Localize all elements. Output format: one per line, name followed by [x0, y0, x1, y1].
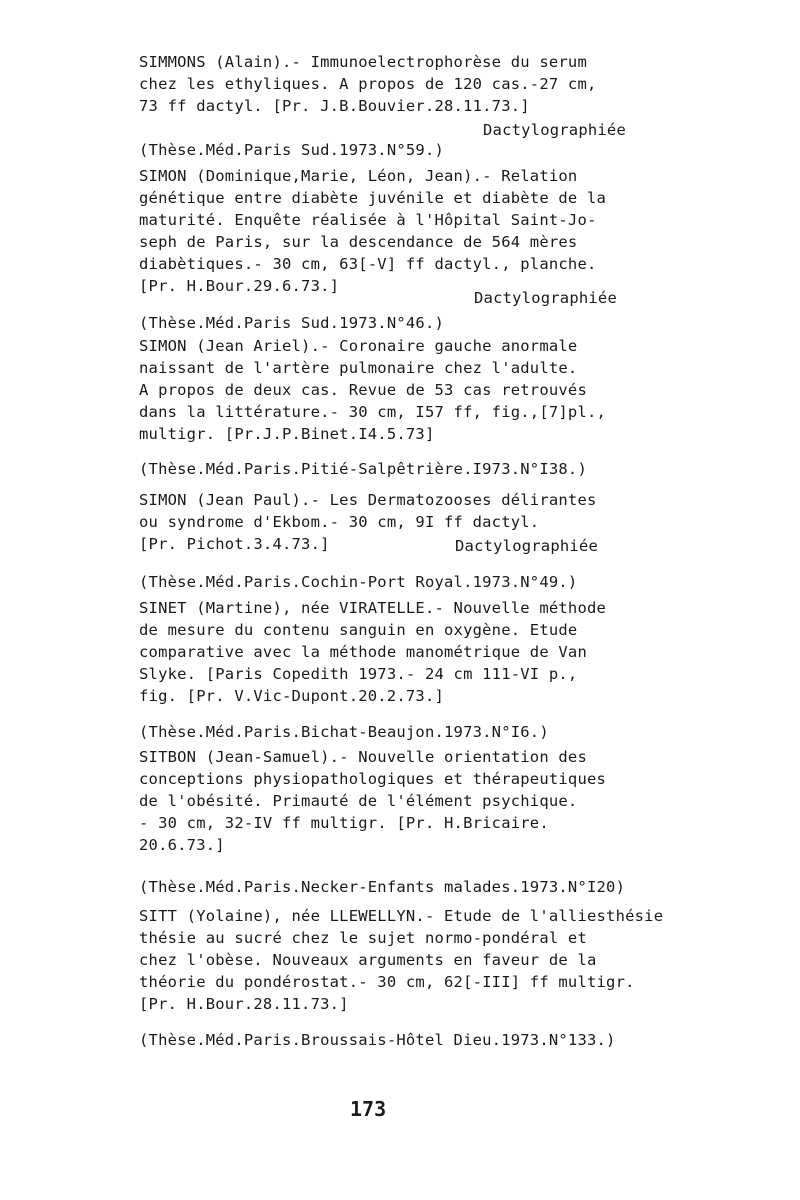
entry-text-line: maturité. Enquête réalisée à l'Hôpital Saint-Jo-	[139, 211, 597, 229]
entry-text-line: SIMON (Dominique,Marie, Léon, Jean).- Relation	[139, 167, 578, 185]
entry-text-line: [Pr. Pichot.3.4.73.]	[139, 535, 330, 553]
entry-source: (Thèse.Méd.Paris Sud.1973.N°59.)	[139, 141, 445, 159]
entry-text-line: 20.6.73.]	[139, 836, 225, 854]
entry-text-line: dans la littérature.- 30 cm, I57 ff, fig.,[7]pl.,	[139, 403, 607, 421]
entry-text-line: multigr. [Pr.J.P.Binet.I4.5.73]	[139, 425, 435, 443]
entry-text-line: A propos de deux cas. Revue de 53 cas retrouvés	[139, 381, 587, 399]
entry-source: (Thèse.Méd.Paris.Broussais-Hôtel Dieu.1973.N°133.)	[139, 1031, 616, 1049]
entry-text-line: SITBON (Jean-Samuel).- Nouvelle orientation des	[139, 748, 587, 766]
entry-source: (Thèse.Méd.Paris.Necker-Enfants malades.1973.N°I20)	[139, 878, 626, 896]
entry-text-line: ou syndrome d'Ekbom.- 30 cm, 9I ff dactyl.	[139, 513, 540, 531]
entry-source: (Thèse.Méd.Paris Sud.1973.N°46.)	[139, 314, 445, 332]
entry-text-line: [Pr. H.Bour.28.11.73.]	[139, 995, 349, 1013]
entry-text-line: diabètiques.- 30 cm, 63[-V] ff dactyl., planche.	[139, 255, 597, 273]
entry-text-line: de l'obésité. Primauté de l'élément psychique.	[139, 792, 578, 810]
entry-text-line: SINET (Martine), née VIRATELLE.- Nouvelle méthode	[139, 599, 607, 617]
entry-text-line: Slyke. [Paris Copedith 1973.- 24 cm 111-VI p.,	[139, 665, 578, 683]
entry-text-line: - 30 cm, 32-IV ff multigr. [Pr. H.Bricaire.	[139, 814, 549, 832]
entry-source: (Thèse.Méd.Paris.Pitié-Salpêtrière.I973.N°I38.)	[139, 460, 587, 478]
entry-text-line: théorie du pondérostat.- 30 cm, 62[-III] ff multigr.	[139, 973, 635, 991]
entry-source: (Thèse.Méd.Paris.Bichat-Beaujon.1973.N°I6.)	[139, 723, 549, 741]
entry-text-line: SIMMONS (Alain).- Immunoelectrophorèse du serum	[139, 53, 587, 71]
entry-text-line: comparative avec la méthode manométrique de Van	[139, 643, 587, 661]
entry-text-line: seph de Paris, sur la descendance de 564 mères	[139, 233, 578, 251]
entry-text-line: SIMON (Jean Ariel).- Coronaire gauche anormale	[139, 337, 578, 355]
entry-text-line: de mesure du contenu sanguin en oxygène. Etude	[139, 621, 578, 639]
entry-note: Dactylographiée	[474, 289, 617, 307]
entry-text-line: chez les ethyliques. A propos de 120 cas.-27 cm,	[139, 75, 597, 93]
entry-source: (Thèse.Méd.Paris.Cochin-Port Royal.1973.N°49.)	[139, 573, 578, 591]
entry-text-line: SITT (Yolaine), née LLEWELLYN.- Etude de l'alliesthésie	[139, 907, 664, 925]
page-number: 173	[350, 1097, 387, 1121]
entry-text-line: SIMON (Jean Paul).- Les Dermatozooses délirantes	[139, 491, 597, 509]
entry-text-line: fig. [Pr. V.Vic-Dupont.20.2.73.]	[139, 687, 445, 705]
entry-text-line: conceptions physiopathologiques et thérapeutiques	[139, 770, 607, 788]
entry-text-line: génétique entre diabète juvénile et diabète de la	[139, 189, 607, 207]
entry-text-line: 73 ff dactyl. [Pr. J.B.Bouvier.28.11.73.]	[139, 97, 530, 115]
entry-note: Dactylographiée	[483, 121, 626, 139]
entry-text-line: naissant de l'artère pulmonaire chez l'adulte.	[139, 359, 578, 377]
entry-text-line: thésie au sucré chez le sujet normo-pondéral et	[139, 929, 587, 947]
entry-text-line: [Pr. H.Bour.29.6.73.]	[139, 277, 340, 295]
entry-note: Dactylographiée	[455, 537, 598, 555]
entry-text-line: chez l'obèse. Nouveaux arguments en faveur de la	[139, 951, 597, 969]
